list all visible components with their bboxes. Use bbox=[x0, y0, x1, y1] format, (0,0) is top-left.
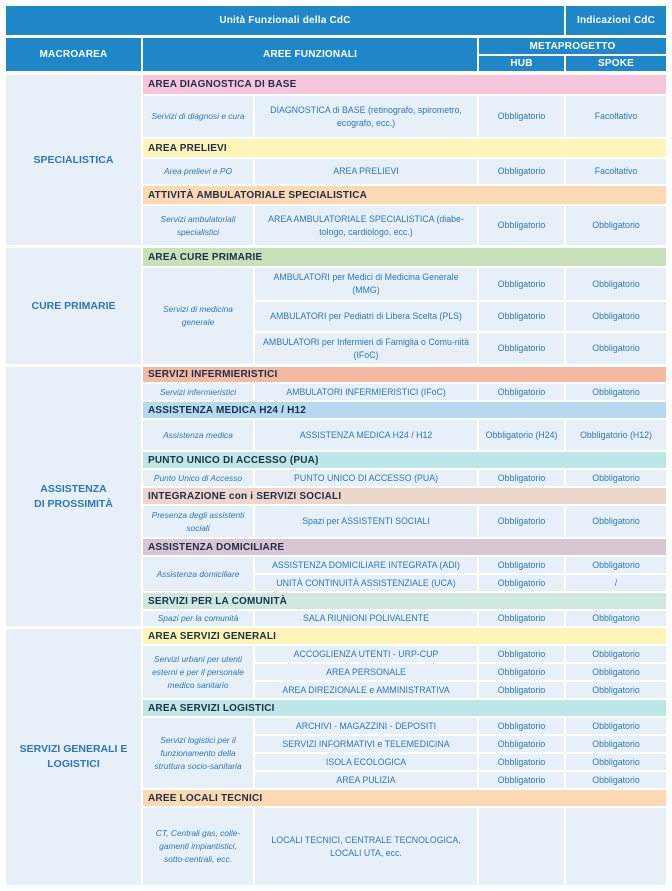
band-attivita-ambulatoriale: ATTIVITÀ AMBULATORIALE SPECIALISTICA bbox=[143, 186, 666, 204]
spoke-value: Obbligatorio (H12) bbox=[566, 420, 666, 450]
subarea-servizi-infermieristici: Servizi infermieristici bbox=[143, 384, 253, 400]
spoke-value: Obbligatorio bbox=[566, 302, 666, 331]
band-assistenza-medica: ASSISTENZA MEDICA H24 / H12 bbox=[143, 402, 666, 418]
spoke-value: Obbligatorio bbox=[566, 384, 666, 400]
hub-value: Obbligatorio bbox=[479, 736, 564, 752]
hub-value: Obbligatorio bbox=[479, 575, 564, 591]
hub-value: Obbligatorio bbox=[479, 557, 564, 573]
spoke-value: Facoltativo bbox=[566, 96, 666, 137]
area-ambulatori-infermieristici: AMBULATORI INFERMIERISTICI (IFoC) bbox=[255, 384, 477, 400]
band-area-cure-primarie: AREA CURE PRIMARIE bbox=[143, 248, 666, 266]
hub-value: Obbligatorio bbox=[479, 611, 564, 626]
band-servizi-comunita: SERVIZI PER LA COMUNITÀ bbox=[143, 593, 666, 609]
band-area-servizi-generali: AREA SERVIZI GENERALI bbox=[143, 628, 666, 644]
area-ambulatori-ifoc: AMBULATORI per Infermieri di Famiglia o Comu-nità (IFoC) bbox=[255, 333, 477, 364]
band-punto-unico-accesso: PUNTO UNICO DI ACCESSO (PUA) bbox=[143, 452, 666, 468]
hub-value: Obbligatorio bbox=[479, 470, 564, 486]
spoke-value: Obbligatorio bbox=[566, 557, 666, 573]
band-servizi-infermieristici: SERVIZI INFERMIERISTICI bbox=[143, 367, 666, 382]
band-area-prelievi: AREA PRELIEVI bbox=[143, 139, 666, 157]
spoke-value: Obbligatorio bbox=[566, 333, 666, 364]
subarea-servizi-medicina-generale: Servizi di medicina generale bbox=[143, 268, 253, 364]
hub-value: Obbligatorio bbox=[479, 772, 564, 788]
spoke-value: Obbligatorio bbox=[566, 268, 666, 300]
band-assistenza-domiciliare: ASSISTENZA DOMICILIARE bbox=[143, 539, 666, 555]
area-sala-riunioni: SALA RIUNIONI POLIVALENTE bbox=[255, 611, 477, 626]
header-unita-funzionali: Unità Funzionali della CdC bbox=[6, 6, 564, 35]
header-indicazioni: Indicazioni CdC bbox=[566, 6, 666, 35]
hub-value: Obbligatorio bbox=[479, 302, 564, 331]
subarea-servizi-diagnosi-cura: Servizi di diagnosi e cura bbox=[143, 96, 253, 137]
spoke-value: Facoltativo bbox=[566, 159, 666, 184]
area-spazi-assistenti-sociali: Spazi per ASSISTENTI SOCIALI bbox=[255, 506, 477, 537]
area-punto-unico-accesso: PUNTO UNICO DI ACCESSO (PUA) bbox=[255, 470, 477, 486]
area-adi: ASSISTENZA DOMICILIARE INTEGRATA (ADI) bbox=[255, 557, 477, 573]
band-diagnostica-di-base: AREA DIAGNOSTICA DI BASE bbox=[143, 75, 666, 94]
area-locali-tecnici: LOCALI TECNICI, CENTRALE TECNOLOGICA, LOCALI UTA, ecc. bbox=[255, 808, 477, 885]
subarea-assistenza-domiciliare: Assistenza domiciliare bbox=[143, 557, 253, 591]
area-accoglienza-utenti: ACCOGLIENZA UTENTI - URP-CUP bbox=[255, 646, 477, 662]
hub-value: Obbligatorio bbox=[479, 384, 564, 400]
subarea-servizi-urbani: Servizi urbani per utenti esterni e per il personale medico sanitario bbox=[143, 646, 253, 698]
spoke-value: Obbligatorio bbox=[566, 506, 666, 537]
hub-value: Obbligatorio bbox=[479, 96, 564, 137]
hub-value: Obbligatorio bbox=[479, 646, 564, 662]
hub-value: Obbligatorio bbox=[479, 506, 564, 537]
hub-value bbox=[479, 808, 564, 885]
spoke-value: Obbligatorio bbox=[566, 718, 666, 734]
hub-value: Obbligatorio bbox=[479, 664, 564, 680]
subarea-ct-centrali-gas: CT, Centrali gas, colle-gamenti impiantistici, sotto-centrali, ecc. bbox=[143, 808, 253, 885]
macroarea-servizi-generali-logistici: SERVIZI GENERALI E LOGISTICI bbox=[6, 629, 141, 885]
header-metaprogetto: METAPROGETTO bbox=[479, 38, 666, 54]
subarea-assistenti-sociali: Presenza degli assistenti sociali bbox=[143, 506, 253, 537]
hub-value: Obbligatorio (H24) bbox=[479, 420, 564, 450]
area-isola-ecologica: ISOLA ECOLOGICA bbox=[255, 754, 477, 770]
subarea-servizi-logistici: Servizi logistici per il funzionamento della struttura socio-sanitaria bbox=[143, 718, 253, 788]
area-ambulatoriale-specialistica: AREA AMBULATORIALE SPECIALISTICA (diabe-tologo, cardiologo, ecc.) bbox=[255, 206, 477, 245]
area-archivi-magazzini: ARCHIVI - MAGAZZINI - DEPOSITI bbox=[255, 718, 477, 734]
spoke-value: Obbligatorio bbox=[566, 206, 666, 245]
spoke-value: Obbligatorio bbox=[566, 470, 666, 486]
band-integrazione-servizi-sociali: INTEGRAZIONE con i SERVIZI SOCIALI bbox=[143, 488, 666, 504]
hub-value: Obbligatorio bbox=[479, 159, 564, 184]
spoke-value: Obbligatorio bbox=[566, 646, 666, 662]
area-uca: UNITÀ CONTINUITÀ ASSISTENZIALE (UCA) bbox=[255, 575, 477, 591]
band-aree-locali-tecnici: AREE LOCALI TECNICI bbox=[143, 790, 666, 806]
spoke-value: Obbligatorio bbox=[566, 682, 666, 698]
area-ambulatori-mmg: AMBULATORI per Medici di Medicina Generale (MMG) bbox=[255, 268, 477, 300]
hub-value: Obbligatorio bbox=[479, 268, 564, 300]
header-macroarea: MACROAREA bbox=[6, 38, 141, 71]
spoke-value: Obbligatorio bbox=[566, 664, 666, 680]
area-prelievi: AREA PRELIEVI bbox=[255, 159, 477, 184]
macroarea-assistenza-prossimita: ASSISTENZA DI PROSSIMITÀ bbox=[6, 367, 141, 626]
hub-value: Obbligatorio bbox=[479, 333, 564, 364]
hub-value: Obbligatorio bbox=[479, 682, 564, 698]
subarea-punto-unico-accesso: Punto Unico di Accesso bbox=[143, 470, 253, 486]
subarea-assistenza-medica: Assistenza medica bbox=[143, 420, 253, 450]
subarea-spazi-comunita: Spazi per la comunità bbox=[143, 611, 253, 626]
header-spoke: SPOKE bbox=[566, 56, 666, 71]
area-direzionale-amministrativa: AREA DIREZIONALE e AMMINISTRATIVA bbox=[255, 682, 477, 698]
spoke-value: Obbligatorio bbox=[566, 772, 666, 788]
subarea-area-prelievi-po: Area prelievi e PO bbox=[143, 159, 253, 184]
area-diagnostica-di-base: DIAGNOSTICA di BASE (retinografo, spirometro, ecografo, ecc.) bbox=[255, 96, 477, 137]
area-ambulatori-pls: AMBULATORI per Pediatri di Libera Scelta (PLS) bbox=[255, 302, 477, 331]
area-servizi-informativi: SERVIZI INFORMATIVI e TELEMEDICINA bbox=[255, 736, 477, 752]
area-pulizia: AREA PULIZIA bbox=[255, 772, 477, 788]
band-area-servizi-logistici: AREA SERVIZI LOGISTICI bbox=[143, 700, 666, 716]
spoke-value: / bbox=[566, 575, 666, 591]
macroarea-cure-primarie: CURE PRIMARIE bbox=[6, 248, 141, 364]
spoke-value bbox=[566, 808, 666, 885]
hub-value: Obbligatorio bbox=[479, 754, 564, 770]
area-assistenza-medica: ASSISTENZA MEDICA H24 / H12 bbox=[255, 420, 477, 450]
area-personale: AREA PERSONALE bbox=[255, 664, 477, 680]
hub-value: Obbligatorio bbox=[479, 206, 564, 245]
subarea-servizi-ambulatoriali: Servizi ambulatoriali specialistici bbox=[143, 206, 253, 245]
macroarea-specialistica: SPECIALISTICA bbox=[6, 75, 141, 245]
hub-value: Obbligatorio bbox=[479, 718, 564, 734]
spoke-value: Obbligatorio bbox=[566, 736, 666, 752]
header-hub: HUB bbox=[479, 56, 564, 71]
header-aree-funzionali: AREE FUNZIONALI bbox=[143, 38, 477, 71]
spoke-value: Obbligatorio bbox=[566, 754, 666, 770]
spoke-value: Obbligatorio bbox=[566, 611, 666, 626]
